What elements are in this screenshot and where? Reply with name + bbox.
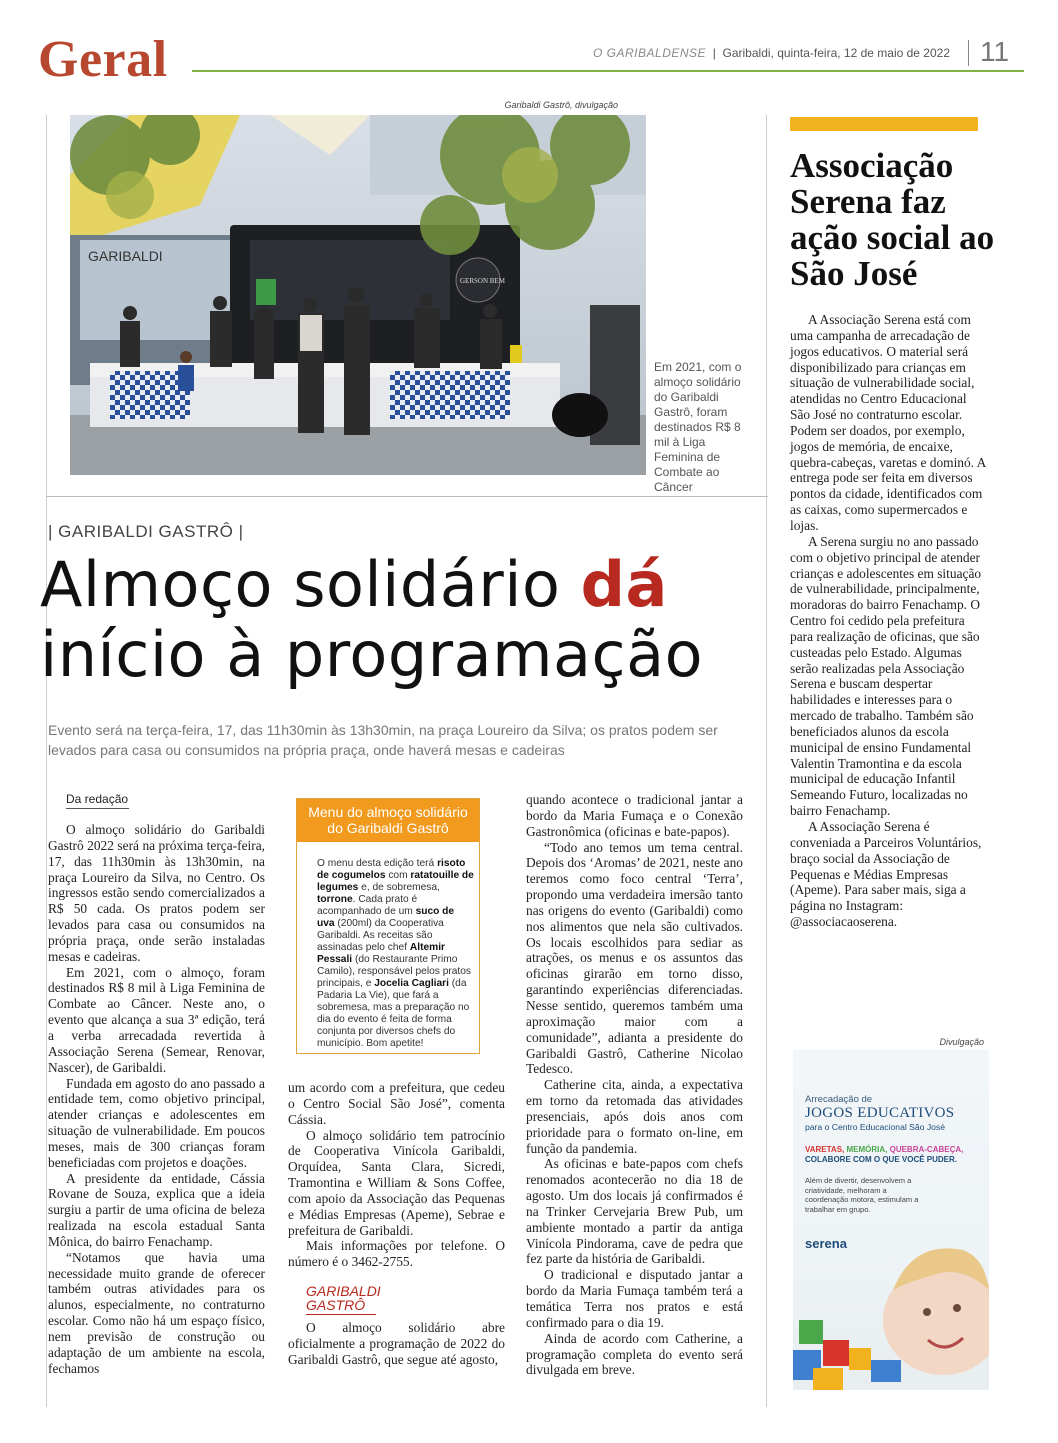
sidebar-rule bbox=[766, 115, 767, 1407]
paragraph: “Notamos que havia uma necessidade muito grande de oferecer também outras atividades para os alunos, especialmente, no contraturno escolar. Como não há um espaço físico, nem previsão de construção ou adaptação de um ambiente na escola, fechamos bbox=[48, 1249, 265, 1376]
ad-title: JOGOS EDUCATIVOS bbox=[805, 1105, 955, 1121]
article-kicker: | GARIBALDI GASTRÔ | bbox=[48, 522, 244, 541]
paragraph: Fundada em agosto do ano passado a entidade tem, como objetivo principal, atender crianças e adolescentes em situação de vulnerabilidade. Em poucos meses, mais de 300 crianças foram beneficiadas com projetos e doações. bbox=[48, 1075, 265, 1170]
sidebar-headline: Associação Serena faz ação social ao São José bbox=[790, 146, 995, 293]
section-title: Geral bbox=[38, 31, 168, 88]
paragraph: A Associação Serena está com uma campanha de arrecadação de jogos educativos. O material será disponibilizado para crianças em situação de vulnerabilidade social, atendidas no Centro Educacional São José no contraturno escolar. Podem ser doados, por exemplo, jogos de memória, de encaixe, quebra-cabeças, varetas e dominó. A entrega pode ser feita em diversos pontos da cidade, identificados com as caixas, como supermercados e lojas. bbox=[790, 312, 986, 533]
ad-credit: Divulgação bbox=[939, 1037, 984, 1047]
headline-highlight: dá bbox=[580, 548, 668, 621]
menu-box-title: Menu do almoço solidário do Garibaldi Gastrô bbox=[297, 799, 479, 842]
menu-dish: torrone bbox=[317, 894, 353, 905]
serena-ad bbox=[793, 1050, 989, 1390]
article-column-2b bbox=[288, 1320, 505, 1368]
menu-box bbox=[296, 798, 480, 1054]
header-rule bbox=[192, 70, 1024, 72]
newspaper-name: O GARIBALDENSE bbox=[593, 46, 707, 60]
subtitle-underline bbox=[306, 1314, 376, 1315]
paragraph: O almoço solidário abre oficialmente a programação de 2022 do Garibaldi Gastrô, que segue até agosto, bbox=[288, 1320, 505, 1367]
headline-part-2: início à programação bbox=[40, 618, 704, 691]
menu-text: (do Restaurante Primo Camilo), responsável pelos pratos principais, e bbox=[317, 954, 472, 989]
masthead bbox=[593, 46, 950, 60]
dateline: Garibaldi, quinta-feira, 12 de maio de 2022 bbox=[722, 46, 950, 60]
article-column-1 bbox=[48, 822, 265, 1377]
paragraph: As oficinas e bate-papos com chefs renomados acontecerão no dia 18 de agosto. Um dos locais já confirmados é na Trinker Cervejaria Brew Pub, um ambiente montado a partir da antiga Vinícola Pindorama, cave de pedra que fez parte da história de Garibaldi. bbox=[526, 1156, 743, 1267]
paragraph: O almoço solidário tem patrocínio de Cooperativa Vinícola Garibaldi, Orquídea, Santa Clara, Sicredi, Tramontina e William & Sons Coffee, com apoio da Associação das Pequenas e Médias Empresas (Apeme), Sebrae e prefeitura de Garibaldi. bbox=[288, 1127, 505, 1238]
paragraph: Em 2021, com o almoço, foram destinados R$ 8 mil à Liga Feminina de Combate ao Câncer. Neste ano, o evento que alcança a sua 3ª edição, terá a verba arrecadada revertida à Associação Serena (Semear, Renovar, Nascer), de Garibaldi. bbox=[48, 964, 265, 1075]
menu-text: (200ml) da Cooperativa Garibaldi. As receitas são assinadas pelo chef bbox=[317, 918, 444, 953]
article-subhead: Evento será na terça-feira, 17, das 11h30min às 13h30min, na praça Loureiro da Silva; os pratos podem ser levados para casa ou consumidos na própria praça, onde haverá mesas e cadeiras bbox=[48, 722, 718, 758]
byline-underline bbox=[66, 808, 129, 809]
menu-dish: risoto de cogumelos bbox=[317, 858, 466, 881]
sidebar-accent-bar bbox=[790, 117, 978, 131]
paragraph: O almoço solidário do Garibaldi Gastrô 2022 será na próxima terça-feira, 17, das 11h30min às 13h30min, na praça Loureiro da Silva, no Centro. Os ingressos estão sendo comercializados a R$ 50 cada. Os pratos podem ser levados para casa ou consumidos na própria praça, onde serão instaladas mesas e cadeiras. bbox=[48, 822, 265, 964]
paragraph: A Associação Serena é conveniada a Parceiros Voluntários, braço social da Associação de Pequenas e Médias Empresas (Apeme). Para saber mais, siga a página no Instagram: @associacaoserena. bbox=[790, 819, 982, 930]
masthead-separator: | bbox=[709, 46, 720, 60]
menu-text: e, de sobremesa, bbox=[358, 882, 440, 893]
paragraph: O tradicional e disputado jantar a bordo da Maria Fumaça também terá a temática Terra nos pratos e está confirmado para o dia 19. bbox=[526, 1267, 743, 1330]
article-column-2 bbox=[288, 1080, 505, 1270]
paragraph: A Serena surgiu no ano passado com o objetivo principal de atender crianças e adolescentes em situação de vulnerabilidade, principalmente, moradoras do bairro Fenachamp. O Centro foi cedido pela prefeitura para realização de oficinas, que são custeadas pelo Estado. Algumas serão realizadas pela Associação Serena e buscam despertar habilidades e interesses para o mercado de trabalho. Também são beneficiados alunos da escola municipal de ensino Fundamental Valentin Tramontina e da escola municipal de educação Infantil Semeando Futuro, localizadas no bairro Fenachamp. bbox=[790, 533, 982, 819]
paragraph: Mais informações por telefone. O número é o 3462-2755. bbox=[288, 1238, 505, 1270]
triangle-bullet-icon bbox=[319, 801, 327, 809]
ad-subtitle: para o Centro Educacional São José bbox=[805, 1122, 945, 1132]
truck-logo-text: GERSON BEM bbox=[460, 277, 505, 285]
sign-garibaldi: GARIBALDI bbox=[88, 248, 163, 264]
ad-word: QUEBRA-CABEÇA, bbox=[889, 1145, 964, 1154]
paragraph: Catherine cita, ainda, a expectativa em torno da retomada das atividades presenciais, após dois anos com prioridade para o formato on-line, em função da pandemia. bbox=[526, 1077, 743, 1156]
section-subtitle bbox=[306, 1284, 381, 1312]
photo-caption: Em 2021, com o almoço solidário do Garibaldi Gastrô, foram destinados R$ 8 mil à Liga Feminina de Combate ao Câncer bbox=[654, 360, 742, 494]
menu-text: com bbox=[385, 870, 411, 881]
menu-text: . Cada prato é acompanhado de um bbox=[317, 894, 418, 917]
left-column-rule bbox=[46, 115, 47, 1407]
article-photo bbox=[70, 115, 646, 475]
paragraph: um acordo com a prefeitura, que cedeu o Centro Social São José”, comenta Cássia. bbox=[288, 1080, 505, 1127]
menu-chef: Altemir Pessali bbox=[317, 942, 445, 965]
menu-chef: Jocelia Cagliari bbox=[374, 978, 449, 989]
ad-word: MEMÓRIA, bbox=[846, 1145, 890, 1154]
page-number-divider bbox=[968, 40, 969, 66]
ad-word: VARETAS, bbox=[805, 1145, 847, 1154]
page-number: 11 bbox=[980, 36, 1010, 67]
menu-text: (da Padaria La Vie), que fará a sobremesa, mas a preparação no dia do evento é feita de forma conjunta por diversos chefs do município. Bom apetite! bbox=[317, 978, 470, 1049]
photo-credit: Garibaldi Gastrô, divulgação bbox=[504, 100, 618, 110]
ad-body: Além de divertir, desenvolvem a criatividade, melhoram a coordenação motora, estimulam a trabalhar em grupo. bbox=[805, 1176, 919, 1214]
sidebar-article bbox=[790, 312, 986, 930]
paragraph: A presidente da entidade, Cássia Rovane de Souza, explica que a ideia surgiu a partir de uma oficina de beleza realizada na escola estadual Santa Mônica, do bairro Fenachamp. bbox=[48, 1170, 265, 1249]
headline-part-1: Almoço solidário bbox=[40, 548, 581, 621]
article-column-3 bbox=[526, 792, 743, 1378]
menu-box-text bbox=[297, 858, 479, 1050]
ad-line-1: Arrecadação de bbox=[805, 1094, 873, 1105]
ad-word: COLABORE COM O QUE VOCÊ PUDER. bbox=[805, 1155, 958, 1164]
menu-text: O menu desta edição terá bbox=[317, 858, 438, 869]
paragraph: quando acontece o tradicional jantar a bordo da Maria Fumaça e o Conexão Gastronômica (oficinas e bate-papos). bbox=[526, 792, 743, 839]
byline: Da redação bbox=[66, 792, 129, 806]
serena-logo: serena bbox=[805, 1236, 847, 1251]
photo-bottom-rule bbox=[46, 496, 768, 497]
menu-dish: suco de uva bbox=[317, 906, 455, 929]
subtitle-line: GASTRÔ bbox=[306, 1297, 366, 1313]
menu-dish: ratatouille de legumes bbox=[317, 870, 474, 893]
subtitle-line: GARIBALDI bbox=[306, 1283, 381, 1299]
ad-callout bbox=[805, 1145, 985, 1165]
paragraph: “Todo ano temos um tema central. Depois dos ‘Aromas’ de 2021, neste ano teremos como foco central ‘Terra’, propondo uma verdadeira imersão tanto nas origens do evento (Garibaldi) como nos alimentos que nela são cultivados. Os locais escolhidos para sediar as atrações, os menus e os assuntos das oficinas girarão em torno disso, garantindo experiências diferenciadas. Nesse sentido, queremos também uma aproximação maior com a comunidade”, adianta a presidente do Garibaldi Gastrô, Catherine Nicolao Tedesco. bbox=[526, 839, 743, 1077]
article-headline bbox=[40, 550, 760, 690]
paragraph: Ainda de acordo com Catherine, a programação completa do evento será divulgada em breve. bbox=[526, 1330, 743, 1378]
